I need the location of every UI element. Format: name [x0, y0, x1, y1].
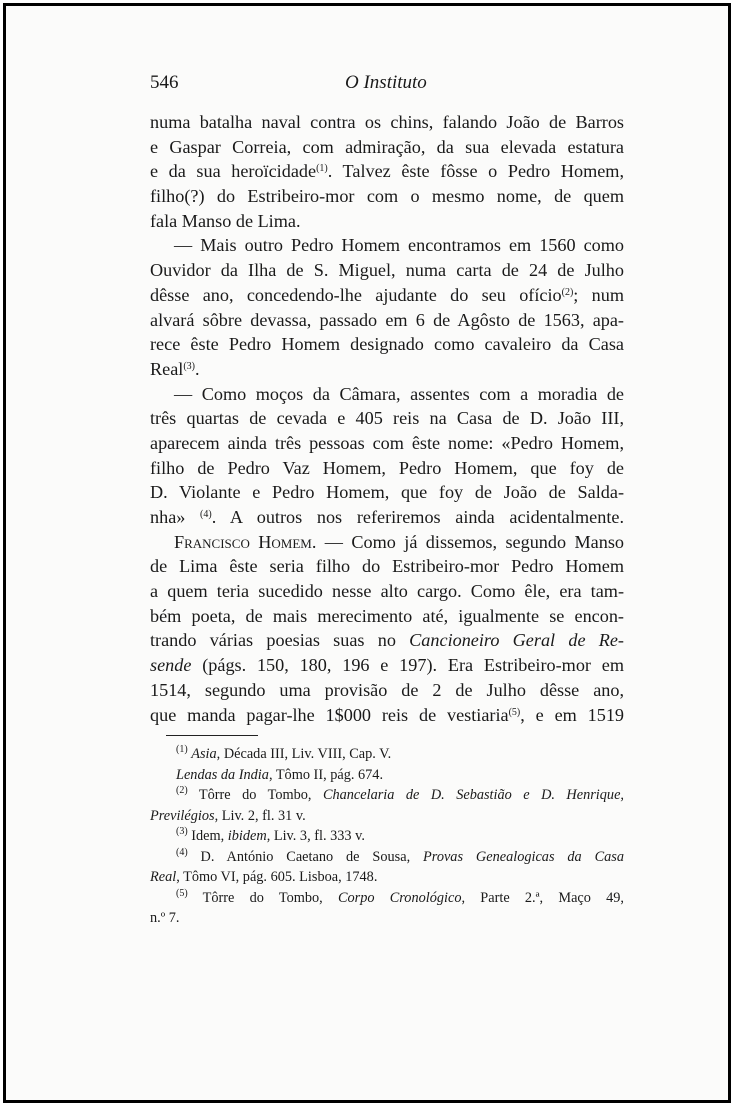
running-title: O Instituto — [345, 72, 427, 93]
text-line: filho de Pedro Vaz Homem, Pedro Homem, que foy de — [150, 457, 624, 478]
text-line: Real$^{(3)}$. — [150, 358, 200, 379]
text-line: de Lima êste seria filho do Estribeiro-mor Pedro Homem — [150, 556, 624, 577]
text-line: fala Manso de Lima. — [150, 210, 301, 231]
footnote-line: Lendas da India, Tômo II, pág. 674. — [176, 766, 384, 783]
footnote-ref: (5) — [508, 706, 521, 718]
footnote-line: Real, Tômo VI, pág. 605. Lisboa, 1748. — [150, 869, 378, 885]
footnote-ref: (4) — [200, 509, 212, 520]
text-line: Francisco Homem. — Como já dissemos, segundo Manso — [174, 531, 624, 552]
text-line: e da sua heroïcidade$^{(1)}$. Talvez êste fôsse o Pedro Homem, — [150, 161, 625, 182]
book-title: sende — [150, 655, 192, 676]
footnote-ref: (3) — [183, 360, 196, 372]
footnote-separator — [166, 735, 258, 736]
text-line: três quartas de cevada e 405 reis na Casa de D. João III, — [150, 408, 624, 429]
footnote-line: $^{(5)}$ Tôrre do Tombo, Corpo Cronológico, Parte 2.ª, Maço 49, — [176, 887, 625, 906]
footnote-ref: (2) — [561, 286, 574, 298]
footnote-line: $^{(2)}$ Tôrre do Tombo, Chancelaria de D. Sebastião e D. Henrique, — [176, 785, 624, 803]
footnote-line: $^{(1)}$ Asia, Década III, Liv. VIII, Cap. V. — [176, 744, 392, 762]
text-line: sende (págs. 150, 180, 196 e 197). Era Estribeiro-mor em — [150, 655, 624, 676]
book-title: Cancioneiro Geral de Re- — [409, 630, 624, 651]
footnote-ref: (1) — [316, 163, 328, 175]
text-line: D. Violante e Pedro Homem, que foy de João de Salda- — [150, 482, 624, 503]
running-header — [150, 72, 623, 100]
footnote-line: n.º 7. — [150, 910, 180, 926]
text-line: que manda pagar-lhe 1$000 reis de vestiaria$^{(5)}$, e em 1519 — [150, 704, 625, 725]
footnote-line: Previlégios, Liv. 2, fl. 31 v. — [150, 807, 306, 824]
body-text — [150, 110, 624, 727]
text-line: filho(?) do Estribeiro-mor com o mesmo nome, de quem — [150, 186, 624, 207]
text-line: — Mais outro Pedro Homem encontramos em 1560 como — [174, 235, 624, 256]
text-line: 1514, segundo uma provisão de 2 de Julho dêsse ano, — [150, 679, 624, 700]
text-line: rece êste Pedro Homem designado como cavaleiro da Casa — [150, 334, 624, 355]
text-line: e Gaspar Correia, com admiração, da sua elevada estatura — [150, 136, 624, 157]
footnote-line: $^{(4)}$ D. António Caetano de Sousa, Provas Genealogicas da Casa — [176, 846, 624, 865]
text-line: nha» $^{(4)}$. A outros nos referiremos ainda acidentalmente. — [150, 507, 624, 527]
text-line: dêsse ano, concedendo-lhe ajudante do seu ofício$^{(2)}$; num — [150, 284, 624, 305]
footnote-line: $^{(3)}$ Idem, ibidem, Liv. 3, fl. 333 v. — [176, 826, 365, 844]
text-line: — Como moços da Câmara, assentes com a moradia de — [174, 383, 624, 404]
section-name: Francisco Homem. — [174, 531, 317, 552]
text-line: Ouvidor da Ilha de S. Miguel, numa carta de 24 de Julho — [150, 260, 624, 281]
page-number: 546 — [150, 72, 179, 93]
text-line: trando várias poesias suas no Cancioneiro Geral de Re- — [150, 630, 624, 651]
text-line: bém poeta, de mais merecimento até, igualmente se encon- — [150, 605, 624, 626]
footnotes — [150, 744, 624, 929]
text-line: a quem teria sucedido nesse alto cargo. Como êle, era tam- — [150, 581, 624, 602]
text-line: numa batalha naval contra os chins, falando João de Barros — [150, 112, 624, 132]
text-line: alvará sôbre devassa, passado em 6 de Agôsto de 1563, apa- — [150, 309, 624, 330]
text-line: aparecem ainda três pessoas com êste nome: «Pedro Homem, — [150, 432, 624, 453]
